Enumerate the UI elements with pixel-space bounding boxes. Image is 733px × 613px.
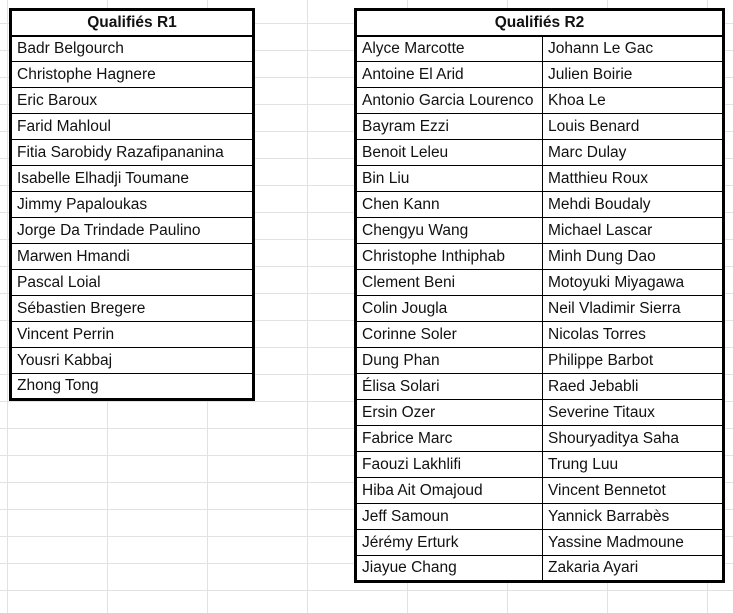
name-cell[interactable]: Ersin Ozer — [356, 400, 543, 426]
name-cell[interactable]: Nicolas Torres — [543, 322, 724, 348]
name-cell[interactable]: Alyce Marcotte — [356, 36, 543, 62]
table-row — [356, 478, 724, 504]
name-cell[interactable]: Jimmy Papaloukas — [11, 192, 254, 218]
table-row — [356, 88, 724, 114]
table-row — [356, 270, 724, 296]
name-cell[interactable]: Jiayue Chang — [356, 556, 543, 582]
table-row — [11, 348, 254, 374]
table-row — [11, 114, 254, 140]
name-cell[interactable]: Philippe Barbot — [543, 348, 724, 374]
table-row — [11, 62, 254, 88]
name-cell[interactable]: Louis Benard — [543, 114, 724, 140]
table-row — [356, 36, 724, 62]
name-cell[interactable]: Clement Beni — [356, 270, 543, 296]
name-cell[interactable]: Matthieu Roux — [543, 166, 724, 192]
table-row — [11, 322, 254, 348]
name-cell[interactable]: Isabelle Elhadji Toumane — [11, 166, 254, 192]
table-row — [356, 348, 724, 374]
qualified-r1-table — [9, 8, 255, 401]
name-cell[interactable]: Sébastien Bregere — [11, 296, 254, 322]
name-cell[interactable]: Neil Vladimir Sierra — [543, 296, 724, 322]
name-cell[interactable]: Fabrice Marc — [356, 426, 543, 452]
qualified-r1-list — [11, 36, 254, 400]
name-cell[interactable]: Yannick Barrabès — [543, 504, 724, 530]
table-row — [356, 218, 724, 244]
name-cell[interactable]: Michael Lascar — [543, 218, 724, 244]
table-row — [11, 270, 254, 296]
qualified-r2-header[interactable]: Qualifiés R2 — [356, 10, 724, 36]
name-cell[interactable]: Zhong Tong — [11, 374, 254, 400]
name-cell[interactable]: Yousri Kabbaj — [11, 348, 254, 374]
name-cell[interactable]: Severine Titaux — [543, 400, 724, 426]
name-cell[interactable]: Faouzi Lakhlifi — [356, 452, 543, 478]
table-row — [356, 296, 724, 322]
name-cell[interactable]: Benoit Leleu — [356, 140, 543, 166]
qualified-r1-header[interactable]: Qualifiés R1 — [11, 10, 254, 36]
table-row — [356, 530, 724, 556]
table-row — [356, 504, 724, 530]
name-cell[interactable]: Bin Liu — [356, 166, 543, 192]
table-row — [356, 140, 724, 166]
name-cell[interactable]: Chen Kann — [356, 192, 543, 218]
table-row — [11, 88, 254, 114]
table-row — [356, 322, 724, 348]
table-row — [356, 244, 724, 270]
table-row — [11, 140, 254, 166]
name-cell[interactable]: Eric Baroux — [11, 88, 254, 114]
name-cell[interactable]: Raed Jebabli — [543, 374, 724, 400]
name-cell[interactable]: Pascal Loial — [11, 270, 254, 296]
table-row — [356, 114, 724, 140]
name-cell[interactable]: Christophe Inthiphab — [356, 244, 543, 270]
name-cell[interactable]: Mehdi Boudaly — [543, 192, 724, 218]
table-row — [11, 36, 254, 62]
table-row — [356, 400, 724, 426]
name-cell[interactable]: Jérémy Erturk — [356, 530, 543, 556]
qualified-r2-table — [354, 8, 725, 583]
name-cell[interactable]: Khoa Le — [543, 88, 724, 114]
name-cell[interactable]: Badr Belgourch — [11, 36, 254, 62]
name-cell[interactable]: Colin Jougla — [356, 296, 543, 322]
name-cell[interactable]: Jorge Da Trindade Paulino — [11, 218, 254, 244]
table-row — [356, 62, 724, 88]
qualified-r2-list — [356, 36, 724, 582]
table-row — [356, 374, 724, 400]
table-row — [11, 192, 254, 218]
table-row — [356, 452, 724, 478]
name-cell[interactable]: Bayram Ezzi — [356, 114, 543, 140]
name-cell[interactable]: Antonio Garcia Lourenco — [356, 88, 543, 114]
table-row — [11, 374, 254, 400]
name-cell[interactable]: Zakaria Ayari — [543, 556, 724, 582]
name-cell[interactable]: Vincent Perrin — [11, 322, 254, 348]
name-cell[interactable]: Jeff Samoun — [356, 504, 543, 530]
name-cell[interactable]: Farid Mahloul — [11, 114, 254, 140]
table-row — [356, 166, 724, 192]
name-cell[interactable]: Yassine Madmoune — [543, 530, 724, 556]
table-row — [11, 218, 254, 244]
table-row — [356, 192, 724, 218]
name-cell[interactable]: Julien Boirie — [543, 62, 724, 88]
table-row — [356, 556, 724, 582]
name-cell[interactable]: Hiba Ait Omajoud — [356, 478, 543, 504]
name-cell[interactable]: Marc Dulay — [543, 140, 724, 166]
table-row — [356, 426, 724, 452]
name-cell[interactable]: Marwen Hmandi — [11, 244, 254, 270]
name-cell[interactable]: Trung Luu — [543, 452, 724, 478]
name-cell[interactable]: Minh Dung Dao — [543, 244, 724, 270]
name-cell[interactable]: Johann Le Gac — [543, 36, 724, 62]
name-cell[interactable]: Antoine El Arid — [356, 62, 543, 88]
name-cell[interactable]: Dung Phan — [356, 348, 543, 374]
name-cell[interactable]: Fitia Sarobidy Razafipananina — [11, 140, 254, 166]
name-cell[interactable]: Christophe Hagnere — [11, 62, 254, 88]
name-cell[interactable]: Vincent Bennetot — [543, 478, 724, 504]
name-cell[interactable]: Shouryaditya Saha — [543, 426, 724, 452]
table-row — [11, 244, 254, 270]
name-cell[interactable]: Motoyuki Miyagawa — [543, 270, 724, 296]
name-cell[interactable]: Chengyu Wang — [356, 218, 543, 244]
name-cell[interactable]: Corinne Soler — [356, 322, 543, 348]
name-cell[interactable]: Élisa Solari — [356, 374, 543, 400]
table-row — [11, 296, 254, 322]
table-row — [11, 166, 254, 192]
